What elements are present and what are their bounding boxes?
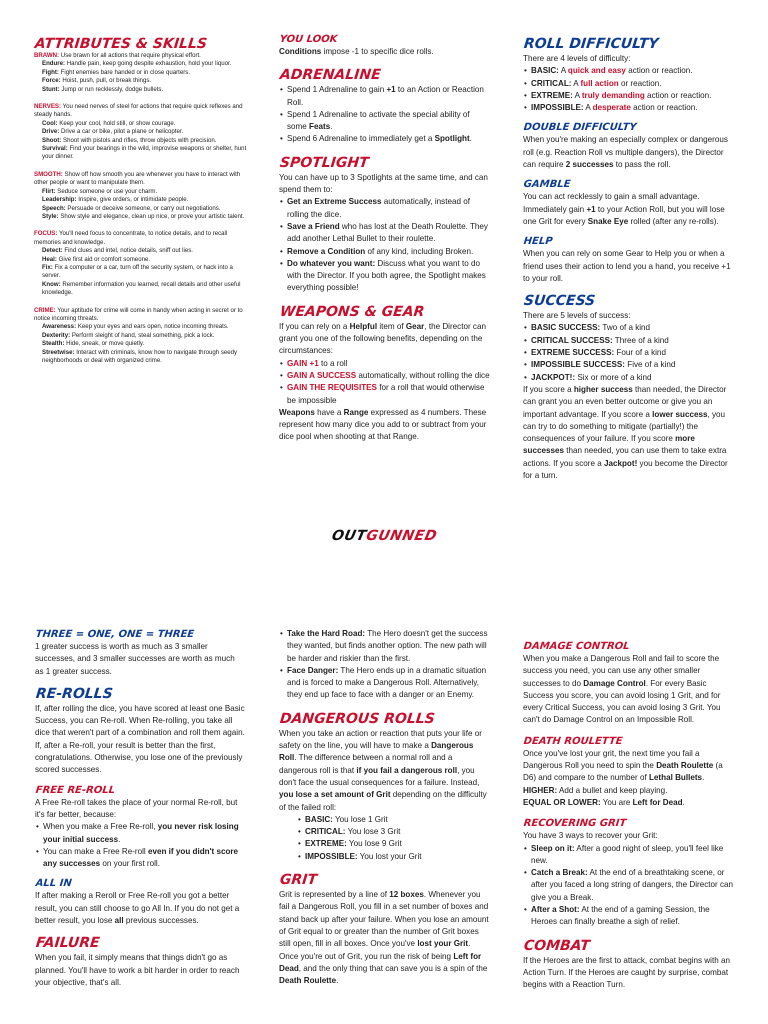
list-item: • Spend 1 Adrenaline to gain +1 to an Action or Reaction Roll. (287, 84, 491, 109)
failure-text: When you fail, it simply means that things didn't go as planned. You'll have to work a bit harder in order to reach your objective, that's all. (35, 953, 240, 987)
list-item: • GAIN THE REQUISITES for a roll that would otherwise be impossible (287, 382, 491, 407)
weapons-gear-title: WEAPONS & GEAR (279, 303, 426, 320)
list-item: • Remove a Condition of any kind, including Broken. (287, 246, 491, 258)
rules-column-right (523, 36, 735, 482)
rerolls-title: RE-ROLLS (35, 685, 114, 702)
rules-column-middle (279, 34, 491, 444)
outgunned-logo: OUTGUNNED (330, 528, 439, 544)
three-one-text: 1 greater success is worth as much as 3 smaller successes, and 3 smaller successes are worth as much as 1 greater success. (35, 642, 235, 676)
free-reroll-intro: A Free Re-roll takes the place of your normal Re-roll, but it's far better, because: (35, 797, 238, 819)
skill-awareness: Awareness: Keep your eyes and ears open, notice incoming threats. (42, 323, 229, 331)
failure-title: FAILURE (35, 935, 101, 952)
focus-desc: FOCUS: You'll need focus to concentrate, to notice details, and to recall memories and knowledge. (34, 230, 228, 246)
dangerous-rolls-text: When you take an action or reaction that puts your life or safety on the line, you will have to make a Dangerous Roll. The difference between a normal roll and a dangerous roll is that if you fail a dangerous roll, you don't face the usual consequences for a failure. Instead, you lose a set amount of Grit depending on the difficulty of the failed roll: (279, 728, 487, 812)
adrenaline-title: ADRENALINE (279, 67, 382, 84)
brawn-desc: BRAWN: Use brawn for all actions that require physical effort. (34, 52, 201, 59)
skill-leadership: Leadership: Inspire, give orders, or intimidate people. (42, 196, 189, 204)
adrenaline-list (279, 84, 491, 145)
roll-difficulty-title: ROLL DIFFICULTY (523, 36, 660, 52)
list-item: • Save a Friend who has lost at the Death Roulette. They add another Lethal Bullet to their roulette. (287, 221, 491, 246)
skill-drive: Drive: Drive a car or bike, pilot a plane or helicopter. (42, 128, 184, 136)
success-title: SUCCESS (523, 293, 597, 310)
three-one-title: THREE = ONE, ONE = THREE (35, 629, 195, 640)
skill-style: Style: Show style and elegance, clean up nice, or prove your artistic talent. (42, 212, 245, 220)
help-text: When you can rely on some Gear to Help you or when a friend uses their action to lend you a hand, you receive +1 to your roll. (523, 249, 731, 283)
list-item: • JACKPOT!: Six or more of a kind (531, 372, 735, 384)
gamble-text: You can act recklessly to gain a small advantage. Immediately gain +1 to your Action Roll, but you will lose one Grit for every Snake Eye rolled (after any re-rolls). (523, 192, 725, 226)
list-item: • GAIN +1 to a roll (287, 358, 491, 370)
you-look-title: YOU LOOK (279, 34, 339, 45)
list-item: • Spend 6 Adrenaline to immediately get a Spotlight. (287, 133, 491, 145)
list-item: • After a Shot: At the end of a gaming Session, the Heroes can finally breathe a sigh of relief. (531, 904, 735, 929)
list-item: • Spend 1 Adrenaline to activate the special ability of some Feats. (287, 109, 491, 134)
free-reroll-list (35, 821, 245, 870)
rerolls-text: If, after rolling the dice, you have scored at least one Basic Success, you can Re-roll. When Re-rolling, you take all dice that weren't part of a combination and roll them again. If, after a Re-roll, your result is better than the first, congratulations. Otherwise, you lose one of the previously scored successes. (35, 703, 245, 775)
success-text: If you score a higher success than needed, the Director can grant you an even better outcome or give you an important advantage. If you score a lower success, you can try to do something to mitigate (partially!) the consequences of your failure. If you score more successes than needed, you can use them to take extra actions. If you score a Jackpot! you become the Director for a turn. (523, 384, 728, 481)
crime-skills (34, 323, 248, 365)
weapons-list (279, 358, 491, 407)
death-roulette-text: Once you've lost your grit, the next time you fail a Dangerous Roll you need to spin the Death Roulette (a D6) and compare to the number of Lethal Bullets. (523, 748, 723, 783)
roll-difficulty-list (523, 65, 735, 114)
spotlight-intro: You can have up to 3 Spotlights at the same time, and can spend them to: (279, 172, 488, 195)
weapons-intro: If you can rely on a Helpful item of Gear, the Director can grant you one of the following benefits, depending on the circumstances: (279, 321, 486, 356)
focus-skills (34, 247, 248, 297)
nerves-skills (34, 120, 248, 162)
death-roulette-lower: EQUAL OR LOWER: You are Left for Dead. (523, 797, 685, 807)
bottom-column-left (35, 628, 245, 989)
you-look-text: Conditions impose -1 to specific dice rolls. (279, 47, 434, 56)
success-list (523, 322, 735, 383)
list-item: • CRITICAL SUCCESS: Three of a kind (531, 335, 735, 347)
grit-text: Grit is represented by a line of 12 boxes. Whenever you fail a Dangerous Roll, you fill in a set number of boxes and stand back up after your failure. When you lose an amount of Grit equal to or greater than the number of Grit boxes still open, fill in all boxes. Once you've lost your Grit. Once you're out of Grit, you run the risk of being Left for Dead, and the only thing that can save you is a spin of the Death Roulette. (279, 890, 489, 986)
bottom-column-middle (279, 628, 491, 987)
skill-endure: Endure: Handle pain, keep going despite exhaustion, hold your liquor. (42, 60, 232, 68)
dangerous-rolls-title: DANGEROUS ROLLS (279, 710, 436, 727)
list-item: • Face Danger: The Hero ends up in a dramatic situation and is forced to make a Dangerous Roll. Alternatively, they end up face to face with a danger or an Enemy. (287, 665, 491, 702)
free-reroll-title: FREE RE-ROLL (35, 784, 116, 796)
skill-dexterity: Dexterity: Perform sleight of hand, steal something, pick a lock. (42, 331, 215, 339)
list-item: • IMPOSSIBLE: A desperate action or reaction. (531, 102, 735, 114)
skill-know: Know: Remember information you learned, recall details and other useful knowledge. (42, 280, 241, 297)
skill-cool: Cool: Keep your cool, hold still, or show courage. (42, 119, 176, 127)
list-item: • EXTREME SUCCESS: Four of a kind (531, 347, 735, 359)
bottom-column-right (523, 640, 735, 992)
help-title: HELP (523, 236, 554, 248)
list-item: • GAIN A SUCCESS automatically, without rolling the dice (287, 370, 491, 382)
smooth-desc: SMOOTH: Show off how smooth you are whenever you have to interact with other people or want to manipulate them. (34, 170, 241, 187)
skill-fight: Fight: Fight enemies bare handed or in close quarters. (42, 68, 191, 76)
list-item: • IMPOSSIBLE: You lost your Grit (305, 851, 491, 863)
list-item: • BASIC SUCCESS: Two of a kind (531, 322, 735, 334)
list-item: • CRITICAL: You lose 3 Grit (305, 826, 491, 838)
spotlight-list (279, 196, 491, 294)
list-item: • Get an Extreme Success automatically, instead of rolling the dice. (287, 196, 491, 221)
nerves-desc: NERVES: You need nerves of steel for actions that require quick reflexes and steady hands. (34, 103, 243, 119)
list-item: • BASIC: You lose 1 Grit (305, 814, 491, 826)
success-intro: There are 5 levels of success: (523, 311, 631, 321)
roll-difficulty-intro: There are 4 levels of difficulty: (523, 54, 631, 63)
skill-stunt: Stunt: Jump or run recklessly, dodge bullets. (42, 85, 164, 93)
all-in-title: ALL IN (35, 878, 73, 890)
death-roulette-higher: HIGHER: Add a bullet and keep playing. (523, 785, 668, 795)
damage-control-title: DAMAGE CONTROL (523, 641, 631, 652)
list-item: • You can make a Free Re-roll even if you didn't score any successes on your first roll. (43, 846, 245, 871)
skill-heal: Heal: Give first aid or comfort someone. (42, 255, 151, 263)
recovering-grit-list (523, 843, 735, 929)
list-item: • EXTREME: A truly demanding action or reaction. (531, 90, 735, 102)
list-item: • Do whatever you want: Discuss what you want to do with the Director. If you both agree, the Spotlight makes everything possible! (287, 258, 491, 295)
recovering-grit-intro: You have 3 ways to recover your Grit: (523, 831, 658, 841)
all-in-text: If after making a Reroll or Free Re-roll you got a better result, you can still choose to go All In. If you do not get a better result, you lose all previous successes. (35, 891, 240, 926)
list-item: • EXTREME: You lose 9 Grit (305, 838, 491, 850)
skill-shoot: Shoot: Shoot with pistols and rifles, throw objects with precision. (42, 136, 217, 144)
list-item: • BASIC: A quick and easy action or reaction. (531, 65, 735, 77)
list-item: • Catch a Break: At the end of a breathtaking scene, or after you faced a long string of dangers, the Director can give you a Break. (531, 867, 735, 904)
skill-force: Force: Hoist, push, pull, or break things. (42, 77, 152, 85)
attributes-title: ATTRIBUTES & SKILLS (34, 36, 208, 52)
double-difficulty-text: When you're making an especially complex or dangerous roll (e.g. Reaction Roll vs multiple dangers), the Director can require 2 successes to pass the roll. (523, 135, 728, 170)
crime-desc: CRIME: Your aptitude for crime will come in handy when acting in secret or to notice incoming threats. (34, 306, 243, 322)
list-item: • When you make a Free Re-roll, you never risk losing your initial success. (43, 821, 245, 846)
list-item: • Take the Hard Road: The Hero doesn't get the success they wanted, but finds another option. The new path will be harder and riskier than the first. (287, 628, 491, 665)
double-difficulty-title: DOUBLE DIFFICULTY (523, 122, 638, 134)
skill-fix: Fix: Fix a computer or a car, turn off the security system, or hack into a server. (42, 263, 233, 280)
brawn-skills (34, 60, 248, 94)
failure-options-list (279, 628, 491, 702)
recovering-grit-title: RECOVERING GRIT (523, 818, 627, 830)
skill-survival: Survival: Find your bearings in the wild, improvise weapons or shelter, hunt your dinner. (42, 145, 247, 161)
spotlight-title: SPOTLIGHT (279, 154, 370, 171)
list-item: • CRITICAL: A full action or reaction. (531, 78, 735, 90)
skill-detect: Detect: Find clues and intel, notice details, sniff out lies. (42, 247, 193, 255)
gamble-title: GAMBLE (523, 179, 571, 191)
skill-streetwise: Streetwise: Interact with criminals, know how to navigate through seedy neighborhoods or deal with organized crime. (42, 348, 238, 364)
skill-stealth: Stealth: Hide, sneak, or move quietly. (42, 340, 145, 348)
skill-flirt: Flirt: Seduce someone or use your charm. (42, 187, 158, 195)
death-roulette-title: DEATH ROULETTE (523, 735, 624, 747)
grit-title: GRIT (279, 872, 318, 889)
smooth-skills (34, 188, 248, 222)
dangerous-rolls-list (279, 814, 491, 863)
damage-control-text: When you make a Dangerous Roll and fail to score the success you need, you can use any other smaller successes to do Damage Control. For every Basic Success you score, you can avoid losing 1 Grit, and for every Critical Success, you can avoid losing 3 Grit. You can't do Damage Control on an Impossible Roll. (523, 654, 721, 725)
list-item: • Sleep on it: After a good night of sleep, you'll feel like new. (531, 843, 735, 868)
combat-text: If the Heroes are the first to attack, combat begins with an Action Turn. If the Heroes are caught by surprise, combat begins with a Reaction Turn. (523, 955, 730, 990)
skill-speech: Speech: Persuade or deceive someone, or carry out negotiations. (42, 204, 221, 212)
attributes-column (34, 36, 248, 365)
combat-title: COMBAT (523, 937, 591, 954)
weapons-range: Weapons have a Range expressed as 4 numbers. These represent how many dice you add to or subtract from your dice pool when shooting at that Range. (279, 407, 487, 442)
list-item: • IMPOSSIBLE SUCCESS: Five of a kind (531, 359, 735, 371)
